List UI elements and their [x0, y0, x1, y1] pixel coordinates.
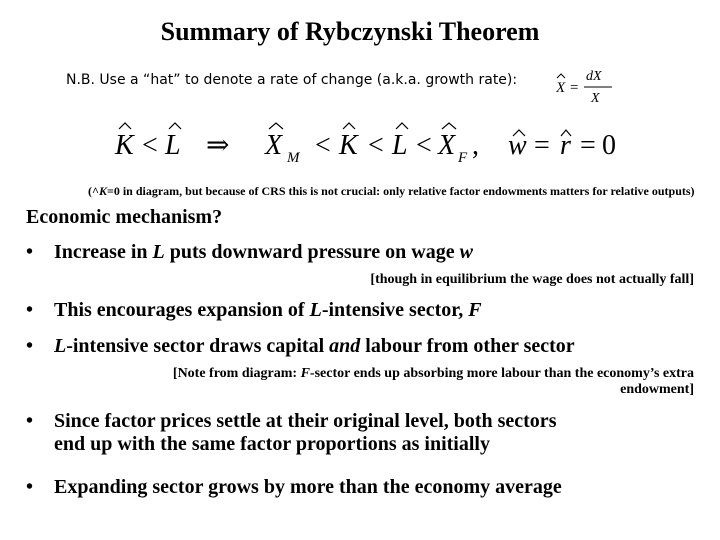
def-lhs: X	[556, 80, 566, 96]
premise-l: L	[165, 130, 181, 161]
implies-arrow: ⇒	[206, 130, 230, 161]
hat-x-f	[442, 123, 456, 129]
chain-lt-3: <	[416, 130, 432, 161]
crs-note-text: =0 in diagram, but because of CRS this is not crucial: only relative factor endowments matters for relative outputs)	[106, 184, 695, 198]
wage-note: [though in equilibrium the wage does not actually fall]	[370, 272, 694, 287]
bullet-1-var-w: w	[459, 241, 473, 263]
nb-note: N.B. Use a “hat” to denote a rate of change (a.k.a. growth rate):	[66, 72, 518, 88]
diagram-note-text-b: -sector ends up absorbing more labour than the economy’s extra endowment]	[309, 366, 694, 397]
slide-title: Summary of Rybczynski Theorem	[160, 17, 540, 46]
bullet-5-text: Expanding sector grows by more than the economy average	[54, 476, 562, 498]
bullet-3-emphasis: and	[329, 335, 361, 357]
chain-x-m: X	[265, 130, 283, 161]
equals-1: =	[534, 130, 550, 161]
bullet-2-var-f: F	[468, 299, 482, 321]
bullet-2-text-b: -intensive sector,	[321, 299, 469, 321]
bullet-3	[26, 335, 575, 358]
bullet-4	[26, 410, 556, 456]
bullet-1-text-b: puts downward pressure on wage	[164, 241, 460, 263]
rybczynski-result	[110, 120, 622, 166]
def-hat-mark	[557, 74, 565, 78]
crs-note	[88, 184, 695, 199]
chain-l: L	[392, 130, 408, 161]
bullet-marker: •	[26, 299, 34, 321]
bullet-marker: •	[26, 476, 34, 498]
section-heading: Economic mechanism?	[26, 206, 223, 228]
growth-rate-definition	[556, 64, 616, 108]
bullet-marker: •	[26, 241, 34, 263]
diagram-note	[120, 366, 694, 398]
premise-k: K	[115, 130, 134, 161]
zero: 0	[602, 130, 616, 161]
crs-note-var: K	[98, 184, 107, 198]
hat-k	[119, 123, 131, 129]
bullet-3-text-b: labour from other sector	[360, 335, 575, 357]
chain-lt-1: <	[315, 130, 331, 161]
bullet-marker: •	[26, 410, 34, 432]
chain-lt-2: <	[368, 130, 384, 161]
bullet-2	[26, 299, 482, 322]
comma: ,	[472, 130, 479, 161]
bullet-4-line-2: end up with the same factor proportions as initially	[54, 433, 490, 455]
equals-2: =	[580, 130, 596, 161]
bullet-3-var-l: L	[54, 335, 67, 357]
premise-lt: <	[142, 130, 158, 161]
bullet-4-line-1: Since factor prices settle at their original level, both sectors	[54, 410, 557, 432]
bullet-1	[26, 241, 473, 264]
crs-note-open: (^	[88, 184, 99, 198]
chain-k: K	[339, 130, 358, 161]
diagram-note-text-a: [Note from diagram:	[172, 366, 301, 381]
hat-l	[169, 123, 181, 129]
def-numerator: dX	[586, 69, 602, 84]
def-denominator: X	[591, 91, 600, 106]
subscript-f: F	[458, 150, 468, 166]
def-equals: =	[570, 80, 579, 96]
bullet-5	[26, 476, 562, 499]
diagram-note-var-f: F	[300, 366, 310, 381]
bullet-1-text-a: Increase in	[54, 241, 153, 263]
hat-x-m	[269, 123, 283, 129]
bullet-marker: •	[26, 335, 34, 357]
bullet-1-var-l: L	[152, 241, 165, 263]
factor-price-r: r	[560, 130, 571, 161]
bullet-2-text-a: This encourages expansion of	[54, 299, 310, 321]
hat-k-2	[343, 123, 355, 129]
factor-price-w: w	[508, 130, 527, 161]
chain-x-f: X	[438, 130, 456, 161]
hat-l-2	[396, 123, 408, 129]
bullet-2-var-l: L	[309, 299, 322, 321]
bullet-3-text-a: -intensive sector draws capital	[66, 335, 330, 357]
subscript-m: M	[287, 150, 300, 166]
